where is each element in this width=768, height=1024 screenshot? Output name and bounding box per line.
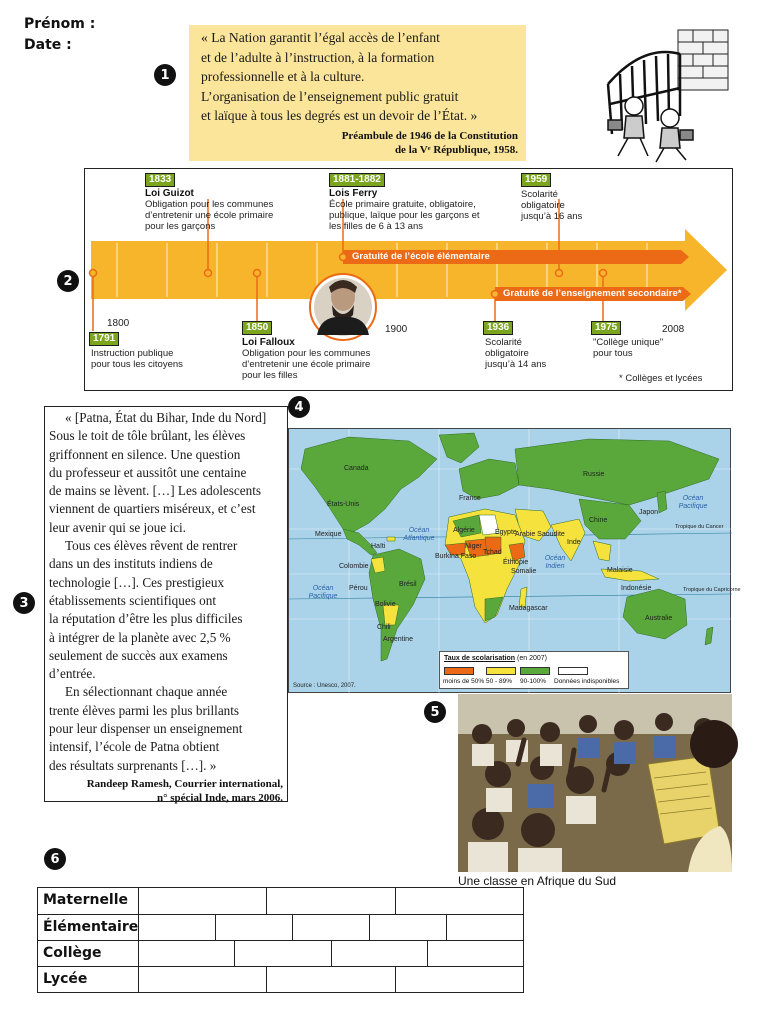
event-text: pour les garçons — [145, 221, 216, 232]
table-cell[interactable] — [139, 967, 267, 992]
event-text: pour les filles — [242, 370, 298, 381]
event-text: Scolarité — [485, 337, 522, 348]
country-label: Chine — [589, 517, 608, 524]
country-label: Indonésie — [621, 585, 652, 592]
legend-label: moins de 50% — [443, 678, 485, 685]
row-label: Collège — [38, 941, 139, 966]
country-label: États-Unis — [327, 501, 360, 508]
text-line: technologie […]. Ces prestigieux — [49, 574, 225, 590]
row-label: Lycée — [38, 967, 139, 992]
marker-3: 3 — [13, 592, 35, 614]
country-label: Éthiopie — [503, 559, 529, 566]
country-label: Niger — [465, 543, 482, 550]
tropic-label: Tropique du Cancer — [675, 524, 724, 530]
tropic-label: Tropique du Capricorne — [683, 587, 741, 593]
event-text: obligatoire — [521, 200, 565, 211]
marker-1: 1 — [154, 64, 176, 86]
country-label: Haïti — [371, 543, 386, 550]
quote-source: de la Vᵉ République, 1958. — [394, 143, 518, 156]
legend-label: 50 - 89% — [486, 678, 513, 685]
text-line: la réputation d’être les plus difficiles — [49, 611, 243, 627]
country-label: Australie — [645, 615, 673, 622]
ocean-label: Océan Pacifique — [678, 495, 708, 510]
event-text: "Collège unique" — [593, 337, 664, 348]
timeline-footnote: * Collèges et lycées — [619, 373, 703, 384]
legend-label: 90-100% — [520, 678, 547, 685]
country-label: Burkina Faso — [435, 553, 477, 560]
country-label: Somalie — [511, 568, 537, 575]
ocean-label: Océan Atlantique — [403, 527, 435, 542]
text-line: leur avenir qui se joue ici. — [49, 519, 186, 535]
event-text: École primaire gratuite, obligatoire, — [329, 199, 476, 210]
event-date: 1975 — [591, 321, 621, 335]
table-row — [38, 940, 523, 966]
event-text: jusqu’à 16 ans — [521, 211, 583, 222]
text-source: n° spécial Inde, mars 2006. — [156, 791, 283, 804]
text-line: d’entrée. — [49, 666, 96, 682]
text-source: Randeep Ramesh, Courrier international, — [86, 777, 283, 790]
country-label: Pérou — [349, 585, 368, 592]
marker-2: 2 — [57, 270, 79, 292]
event-date: 1959 — [521, 173, 551, 187]
text-line: trente élèves parmi les plus brillants — [49, 702, 240, 718]
table-cell[interactable] — [216, 915, 293, 940]
table-cell[interactable] — [447, 915, 523, 940]
text-line: « [Patna, État du Bihar, Inde du Nord] — [65, 410, 267, 425]
country-label: Arabie Saoudite — [515, 531, 565, 538]
ocean-label: Océan Indien — [544, 555, 566, 570]
quote-line: et laïque à tous les degrés est un devoir de l’État. » — [201, 108, 478, 124]
photo-caption: Une classe en Afrique du Sud — [458, 874, 617, 888]
event-text: pour tous les citoyens — [91, 359, 183, 370]
event-date: 1850 — [242, 321, 272, 335]
event-date: 1881-1882 — [329, 173, 385, 187]
table-row — [38, 888, 523, 914]
arrow-label-secondary: Gratuité de l’enseignement secondaire* — [503, 288, 682, 299]
event-text: d’entretenir une école primaire — [242, 359, 371, 370]
education-timeline — [84, 168, 733, 391]
quote-line: professionnelle et à la culture. — [201, 69, 365, 85]
country-label: France — [459, 495, 481, 502]
text-line: intensif, l’école de Patna obtient — [49, 739, 220, 755]
table-cell[interactable] — [139, 888, 267, 914]
schooling-world-map — [288, 428, 741, 693]
map-source: Source : Unesco, 2007. — [293, 683, 356, 689]
table-cell[interactable] — [293, 915, 370, 940]
event-title: Loi Guizot — [145, 188, 194, 199]
table-cell[interactable] — [332, 941, 428, 966]
event-title: Lois Ferry — [329, 188, 378, 199]
arrow-label-elementary: Gratuité de l’école élémentaire — [352, 251, 490, 262]
year-label: 2008 — [662, 324, 685, 335]
text-line: des résultats surprenants […]. » — [49, 757, 217, 773]
text-line: Tous ces élèves rêvent de rentrer — [65, 538, 238, 554]
legend-label: Données indisponibles — [554, 678, 620, 685]
table-cell[interactable] — [235, 941, 331, 966]
quote-line: « La Nation garantit l’égal accès de l’enfant — [201, 30, 440, 45]
quote-line: L’organisation de l’enseignement public gratuit — [201, 88, 459, 104]
quote-source: Préambule de 1946 de la Constitution — [341, 129, 518, 142]
legend-subtitle: (en 2007) — [517, 655, 547, 662]
country-label: Égypte — [495, 529, 517, 536]
table-row — [38, 914, 523, 940]
event-date: 1833 — [145, 173, 175, 187]
legend-swatch — [486, 667, 516, 675]
country-label: Madagascar — [509, 605, 548, 612]
text-line: seulement de succès aux examens — [49, 647, 228, 663]
event-text: Obligation pour les communes — [242, 348, 371, 359]
text-line: griffonnent en silence. Une question — [49, 446, 241, 462]
event-text: obligatoire — [485, 348, 529, 359]
country-label: Japon — [639, 509, 659, 516]
text-line: du professeur et aussitôt une centaine — [49, 464, 247, 480]
map-legend — [439, 651, 629, 689]
event-date: 1791 — [89, 332, 119, 346]
text-line: établissements scientifiques ont — [49, 592, 217, 608]
legend-swatch — [444, 667, 474, 675]
country-label: Malaisie — [607, 567, 633, 574]
event-text: jusqu’à 14 ans — [485, 359, 547, 370]
table-cell[interactable] — [396, 888, 523, 914]
school-levels-table — [37, 887, 524, 993]
legend-swatch — [520, 667, 550, 675]
event-text: d’entretenir une école primaire — [145, 210, 274, 221]
country-label: Argentine — [383, 636, 413, 643]
country-label: Bolivie — [375, 601, 396, 608]
table-cell[interactable] — [139, 941, 235, 966]
text-line: pour leur dispenser un enseignement — [49, 721, 243, 737]
event-text: les filles de 6 à 13 ans — [329, 221, 424, 232]
table-cell[interactable] — [267, 888, 395, 914]
quote-line: et de l’adulte à l’instruction, à la formation — [201, 49, 435, 65]
marker-6: 6 — [44, 848, 66, 870]
text-line: dans un des instituts indiens de — [49, 556, 213, 572]
event-title: Loi Falloux — [242, 337, 295, 348]
jules-ferry-portrait — [310, 274, 376, 340]
marker-5: 5 — [424, 701, 446, 723]
text-line: à intégrer de la planète avec 2,5 % — [49, 629, 231, 645]
firstname-label: Prénom : — [24, 16, 96, 32]
event-text: Instruction publique — [91, 348, 174, 359]
table-cell[interactable] — [428, 941, 523, 966]
event-text: Scolarité — [521, 189, 558, 200]
classroom-photo — [458, 694, 732, 872]
country-label: Colombie — [339, 563, 369, 570]
text-line: Sous le toit de tôle brûlant, les élèves — [49, 428, 246, 444]
table-cell[interactable] — [370, 915, 447, 940]
row-label: Maternelle — [38, 888, 139, 914]
event-text: Obligation pour les communes — [145, 199, 274, 210]
row-label: Élémentaire — [38, 915, 139, 940]
classroom-photo-graphic — [458, 694, 732, 872]
text-line: de mains se lèvent. […] Les adolescents — [49, 483, 262, 499]
country-label: Chili — [377, 624, 391, 631]
event-text: publique, laïque pour les garçons et — [329, 210, 480, 221]
marker-4: 4 — [288, 396, 310, 418]
text-line: viennent de quartiers miséreux, et c’est — [49, 501, 256, 517]
table-cell[interactable] — [396, 967, 523, 992]
ocean-label: Océan Pacifique — [308, 585, 338, 600]
event-text: pour tous — [593, 348, 633, 359]
country-label: Mexique — [315, 531, 342, 538]
country-label: Brésil — [399, 581, 417, 588]
year-label: 1800 — [107, 318, 130, 329]
table-cell[interactable] — [267, 967, 395, 992]
constitution-quote-box — [189, 25, 526, 161]
country-label: Algérie — [453, 527, 475, 534]
text-line: En sélectionnant chaque année — [65, 684, 228, 700]
school-cartoon-illustration — [598, 24, 732, 164]
event-date: 1936 — [483, 321, 513, 335]
legend-title-text: Taux de scolarisation — [444, 655, 516, 662]
country-label: Inde — [567, 539, 581, 546]
patna-text-box — [44, 406, 288, 802]
country-label: Canada — [344, 465, 369, 472]
country-label: Russie — [583, 471, 605, 478]
year-label: 1900 — [385, 324, 408, 335]
table-cell[interactable] — [139, 915, 216, 940]
table-row — [38, 966, 523, 992]
legend-title — [444, 655, 547, 662]
legend-swatch — [558, 667, 588, 675]
country-label: Tchad — [483, 549, 502, 556]
date-label: Date : — [24, 37, 72, 53]
